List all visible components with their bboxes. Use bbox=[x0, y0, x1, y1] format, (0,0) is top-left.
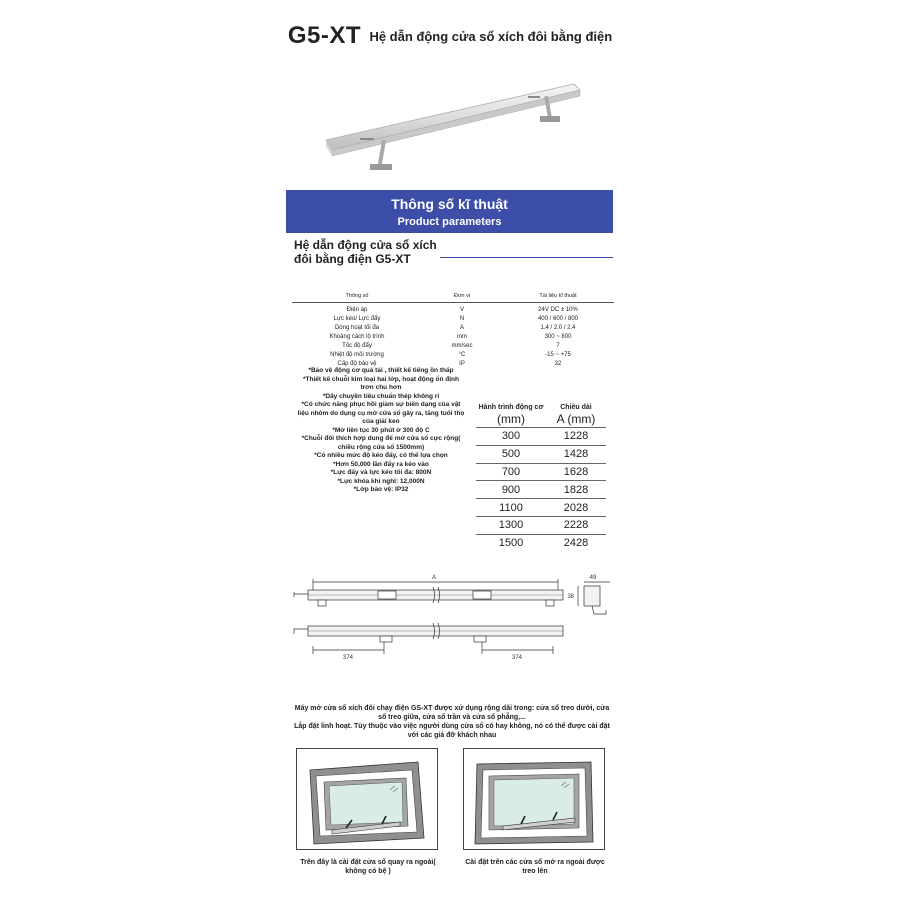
stroke-unit: (mm) bbox=[497, 412, 525, 426]
stroke-table-units bbox=[476, 412, 606, 426]
row-rule bbox=[476, 516, 606, 517]
spec-value: 300 ~ 800 bbox=[544, 333, 572, 340]
feature-line: *Chuỗi đôi thích hợp dung để mở cửa sổ cực rộng( bbox=[301, 435, 461, 442]
table-row bbox=[476, 518, 606, 533]
spec-unit: mm/sec bbox=[451, 342, 473, 349]
spec-param: Khoảng cách lộ trình bbox=[329, 333, 385, 340]
spec-value: 1.4 / 2.0 / 2.4 bbox=[540, 324, 576, 331]
spec-value: 400 / 600 / 800 bbox=[537, 315, 579, 322]
stroke-value: 300 bbox=[501, 430, 521, 443]
length-unit: A (mm) bbox=[556, 412, 596, 426]
caption-line: Trên đây là cài đặt cửa sổ quay ra ngoài( bbox=[300, 859, 436, 866]
stroke-table-rule bbox=[476, 427, 606, 428]
table-row bbox=[292, 341, 614, 350]
subtitle-divider bbox=[440, 257, 613, 258]
caption-line: treo lên bbox=[522, 868, 548, 875]
spec-param: Lực kéo/ Lực đẩy bbox=[333, 315, 381, 322]
table-row bbox=[476, 465, 606, 480]
spec-unit: V bbox=[459, 306, 464, 313]
length-header: Chiều dài bbox=[560, 404, 592, 411]
dim-49: 49 bbox=[589, 575, 597, 581]
stroke-length-table bbox=[476, 404, 606, 551]
spec-unit: A bbox=[459, 324, 464, 331]
feature-line: chiều rộng cửa sổ 1500mm) bbox=[337, 443, 425, 451]
feature-line: *Có nhiều mức độ kéo đẩy, có thể lựa chọn bbox=[314, 452, 448, 459]
length-value: 1428 bbox=[563, 448, 589, 461]
page-header bbox=[0, 22, 900, 50]
row-rule bbox=[476, 534, 606, 535]
caption-right bbox=[457, 858, 613, 876]
stroke-value: 700 bbox=[501, 465, 521, 478]
feature-line: trơn chu hơn bbox=[360, 384, 402, 391]
stroke-value: 500 bbox=[501, 448, 521, 461]
table-row bbox=[292, 350, 614, 359]
model-title: G5-XT bbox=[287, 22, 361, 49]
spec-param: Điện áp bbox=[346, 306, 368, 313]
spec-value: 24V DC ± 10% bbox=[538, 306, 578, 313]
length-value: 2228 bbox=[563, 519, 589, 532]
spec-param: Cấp độ bảo vệ bbox=[337, 360, 377, 367]
table-row bbox=[476, 500, 606, 515]
table-row bbox=[292, 323, 614, 332]
intro-text bbox=[292, 704, 612, 740]
caption-line: không có bệ ) bbox=[345, 868, 391, 875]
feature-list bbox=[286, 367, 476, 495]
table-row bbox=[292, 332, 614, 341]
intro-line: Lắp đặt linh hoạt. Tùy thuộc vào việc người dùng cửa sổ có hay không, nó có thể được cài đặt bbox=[294, 723, 610, 730]
table-row bbox=[476, 447, 606, 462]
length-value: 1228 bbox=[563, 430, 589, 443]
spec-param: Dòng hoạt tối đa bbox=[334, 324, 380, 331]
spec-unit: mm bbox=[457, 333, 467, 340]
spec-header-unit: Đơn vị bbox=[453, 292, 471, 299]
stroke-value: 1300 bbox=[498, 519, 524, 532]
caption-line: Cài đặt trên các cửa sổ mở ra ngoài được bbox=[465, 859, 605, 866]
intro-line: với các giá đỡ khách nhau bbox=[407, 732, 497, 739]
length-value: 2428 bbox=[563, 537, 589, 550]
banner-title-vi: Thông số kĩ thuật bbox=[391, 196, 508, 212]
feature-line: *Hơn 50,000 lần đẩy ra kéo vào bbox=[333, 460, 429, 468]
stroke-value: 1100 bbox=[499, 501, 523, 514]
caption-left bbox=[290, 858, 446, 876]
table-row bbox=[476, 536, 606, 551]
product-name: Hệ dẫn động cửa sổ xích đôi bằng điện bbox=[369, 28, 613, 44]
length-value: 2028 bbox=[563, 501, 589, 514]
banner-title-en: Product parameters bbox=[397, 216, 502, 228]
feature-line: của giải keo bbox=[362, 418, 400, 425]
window-install-illustration-left bbox=[296, 748, 438, 850]
subtitle-line-1: Hệ dẫn động cửa sổ xích bbox=[294, 238, 437, 252]
stroke-value: 1500 bbox=[498, 537, 524, 550]
stroke-header: Hành trình động cơ bbox=[478, 404, 544, 411]
feature-line: *Lớp bảo vệ: IP32 bbox=[353, 486, 409, 493]
row-rule bbox=[476, 498, 606, 499]
subtitle-line-2: đôi bằng điện G5-XT bbox=[294, 252, 411, 266]
table-row bbox=[292, 305, 614, 314]
table-row bbox=[476, 482, 606, 497]
row-rule bbox=[476, 480, 606, 481]
spec-unit: IP bbox=[459, 360, 465, 367]
spec-value: 32 bbox=[554, 360, 562, 367]
feature-line: *Bảo vệ động cơ quá tải , thiết kế tiếng ồn thấp bbox=[308, 367, 454, 374]
dim-374-right: 374 bbox=[511, 655, 523, 661]
spec-header-param: Thông số bbox=[345, 292, 369, 299]
feature-line: *Dây chuyền tiêu chuẩn thép không rỉ bbox=[322, 392, 440, 400]
feature-line: *Có chức năng phục hồi giảm sự biến dạng của vật bbox=[301, 401, 461, 408]
spec-unit: N bbox=[459, 315, 465, 322]
section-subtitle bbox=[294, 238, 437, 266]
feature-line: *Mở liên tục 30 phút ở 300 độ C bbox=[332, 426, 430, 434]
actuator-product-image bbox=[318, 82, 588, 182]
spec-value: 7 bbox=[556, 342, 560, 349]
window-install-illustration-right bbox=[463, 748, 605, 850]
table-row bbox=[476, 429, 606, 444]
length-value: 1828 bbox=[563, 483, 589, 496]
table-row bbox=[292, 314, 614, 323]
dim-a-label: A bbox=[431, 575, 437, 581]
feature-line: *Lực đẩy và lực kéo tối đa: 800N bbox=[330, 469, 432, 476]
spec-table bbox=[292, 290, 614, 368]
spec-header-value: Tài liệu kĩ thuật bbox=[539, 292, 577, 299]
section-banner bbox=[286, 190, 613, 233]
length-value: 1628 bbox=[563, 465, 589, 478]
dim-38: 38 bbox=[567, 594, 574, 600]
spec-header-rule bbox=[292, 302, 614, 303]
technical-drawing bbox=[288, 570, 618, 665]
stroke-table-header bbox=[476, 404, 606, 411]
spec-param: Nhiệt độ môi trường bbox=[330, 351, 384, 358]
spec-param: Tốc độ đẩy bbox=[342, 342, 372, 349]
row-rule bbox=[476, 463, 606, 464]
dim-374-left: 374 bbox=[342, 655, 354, 661]
intro-line: sổ treo giữa, cửa sổ trần và cửa sổ phẳng,... bbox=[378, 714, 526, 721]
feature-line: *Lực khóa khi nghỉ: 12,000N bbox=[337, 477, 425, 485]
spec-header-row bbox=[292, 290, 614, 301]
row-rule bbox=[476, 445, 606, 446]
stroke-value: 900 bbox=[501, 483, 521, 496]
intro-line: Máy mở cửa sổ xích đôi chạy điện GS-XT được xử dụng rộng dãi trong: cửa sổ treo dưới, cửa bbox=[294, 705, 610, 712]
feature-line: *Thiết kế chuỗi kim loại hai lớp, hoạt động ổn định bbox=[303, 375, 459, 383]
feature-line: liệu nhôm do dụng cụ mở cửa sổ gây ra, tăng tuổi thọ bbox=[297, 409, 465, 417]
spec-unit: °C bbox=[458, 351, 466, 358]
spec-value: -15 ~ +75 bbox=[545, 351, 571, 358]
